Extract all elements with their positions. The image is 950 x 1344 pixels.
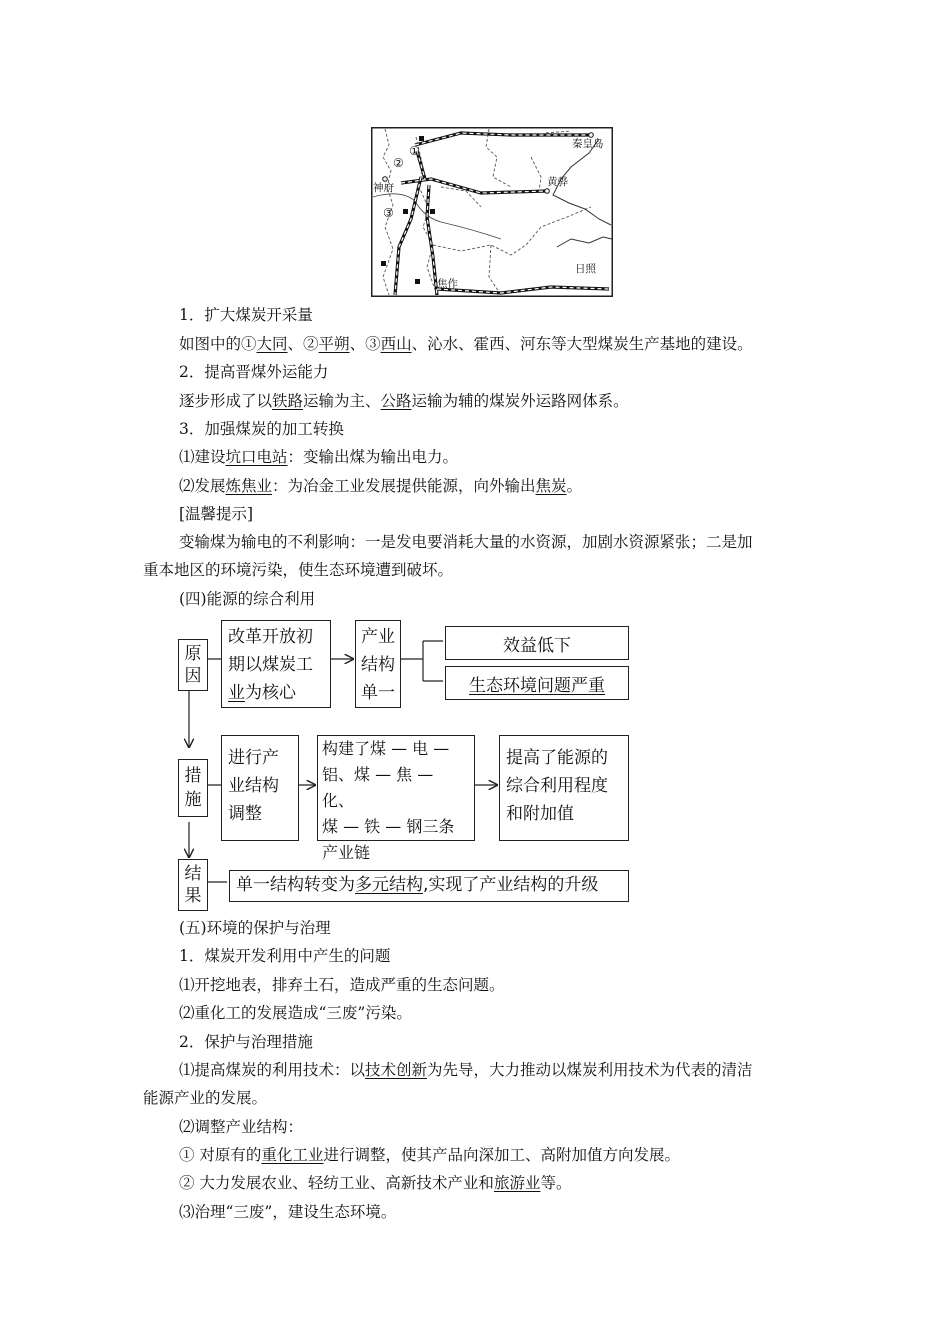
map-svg xyxy=(371,127,613,297)
sec5-title: (五)环境的保护与治理 xyxy=(179,919,331,937)
sec3-line1: ⑴建设坑口电站：变输出煤为输出电力。 xyxy=(179,448,459,466)
label-shenfu: 神府 xyxy=(373,182,394,194)
tip-title: [温馨提示] xyxy=(179,505,254,523)
sec1-title: 1．扩大煤炭开采量 xyxy=(179,306,313,324)
tip-line1: 变输煤为输电的不利影响：一是发电要消耗大量的水资源，加剧水资源紧张；二是加 xyxy=(179,533,753,551)
sec5-s1-l2: ⑵重化工的发展造成“三废”污染。 xyxy=(179,1004,412,1022)
result-box: 单一结构转变为多元结构,实现了产业结构的升级 xyxy=(229,870,629,902)
sec5-s2-l2: ⑵调整产业结构： xyxy=(179,1118,304,1136)
label-c3: ③ xyxy=(383,206,394,220)
coal-transport-map xyxy=(371,127,613,297)
sec3-line2: ⑵发展炼焦业：为冶金工业发展提供能源，向外输出焦炭。 xyxy=(179,477,583,495)
chain-box: 构建了煤 — 电 — 铝、煤 — 焦 — 化、 煤 — 铁 — 钢三条 产业链 xyxy=(317,735,475,841)
sec3-title: 3．加强煤炭的加工转换 xyxy=(179,420,344,438)
sec1-body: 如图中的①大同、②平朔、③西山、沁水、霍西、河东等大型煤炭生产基地的建设。 xyxy=(179,335,753,353)
result-label: 结 果 xyxy=(178,859,208,911)
label-rizhao: 日照 xyxy=(575,263,596,275)
sec2-body: 逐步形成了以铁路运输为主、公路运输为辅的煤炭外运路网体系。 xyxy=(179,392,629,410)
sec5-s2-l3: ① 对原有的重化工业进行调整，使其产品向深加工、高附加值方向发展。 xyxy=(179,1146,680,1164)
sec4-title: (四)能源的综合利用 xyxy=(179,590,316,608)
label-c1: ① xyxy=(409,144,420,158)
sec5-s2-l1-cont: 能源产业的发展。 xyxy=(143,1089,268,1107)
sec5-s2-l1: ⑴提高煤炭的利用技术：以技术创新为先导，大力推动以煤炭利用技术为代表的清洁 xyxy=(179,1061,753,1079)
label-qinhuangdao: 秦皇岛 xyxy=(572,138,604,150)
sec5-s1-l1: ⑴开挖地表，排弃土石，造成严重的生态问题。 xyxy=(179,976,505,994)
improve-box: 提高了能源的 综合利用程度 和附加值 xyxy=(499,735,629,841)
sec5-s2-title: 2．保护与治理措施 xyxy=(179,1033,313,1051)
sec5-s1-title: 1．煤炭开发利用中产生的问题 xyxy=(179,947,391,965)
effect-eco-problem: 生态环境问题严重 xyxy=(445,666,629,700)
tip-line2: 重本地区的环境污染，使生态环境遭到破坏。 xyxy=(143,561,454,579)
label-jiaozuo: 焦作 xyxy=(437,278,458,290)
structure-box: 产业 结构 单一 xyxy=(355,620,401,708)
sec5-s2-l4: ② 大力发展农业、轻纺工业、高新技术产业和旅游业等。 xyxy=(179,1174,572,1192)
sec2-title: 2．提高晋煤外运能力 xyxy=(179,363,329,381)
energy-flow-diagram xyxy=(175,617,635,913)
measure-box: 进行产 业结构 调整 xyxy=(221,735,299,841)
reason-label: 原 因 xyxy=(178,639,208,691)
sec5-s2-l5: ⑶治理“三废”，建设生态环境。 xyxy=(179,1203,397,1221)
effect-low-efficiency: 效益低下 xyxy=(445,626,629,660)
label-c2: ② xyxy=(393,156,404,170)
label-huanghua: 黄骅 xyxy=(547,176,568,188)
measure-label: 措 施 xyxy=(178,759,208,817)
reason-box: 改革开放初 期以煤炭工 业为核心 xyxy=(221,620,331,708)
